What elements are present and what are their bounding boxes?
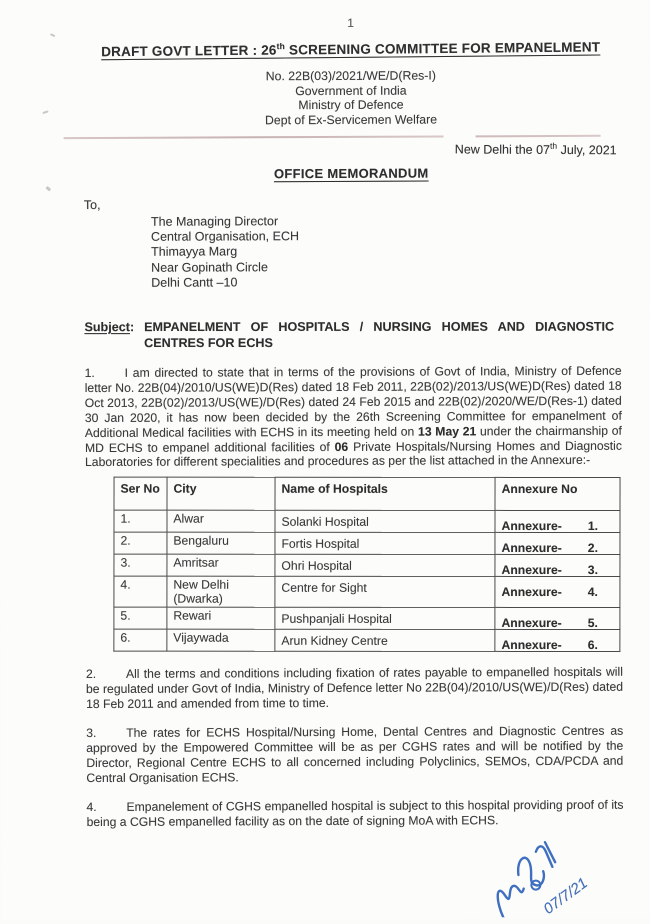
rule-segment — [476, 135, 601, 138]
subject-block — [84, 320, 619, 351]
address-line: The Managing Director — [150, 214, 279, 229]
cell-city: Amritsar — [167, 555, 275, 577]
annexure-label: Annexure- — [501, 585, 562, 600]
address-line: Central Organisation, ECH — [150, 229, 300, 244]
paragraph-text: Private Hospitals/Nursing Homes and Diagnostic Laboratories for different specialities and procedures as per the list attached in the Annexure:- — [84, 438, 622, 470]
annexure-label: Annexure- — [501, 541, 562, 556]
meeting-date-bold: 13 May 21 — [417, 423, 477, 439]
document-title-text-2: SCREENING COMMITTEE FOR EMPANELMENT — [284, 39, 601, 58]
annexure-num: 3. — [587, 563, 598, 578]
cell-hospital — [275, 533, 495, 555]
annexure-label: Annexure- — [501, 638, 562, 653]
cell-city: Alwar — [167, 511, 275, 533]
hospital-name: Ohri Hospital — [281, 559, 352, 574]
subject-text: EMPANELMENT OF HOSPITALS / NURSING HOMES AND DIAGNOSTIC CENTRES FOR ECHS — [144, 319, 615, 350]
page-number: 1 — [347, 15, 354, 30]
paragraph-text: All the terms and conditions including fixation of rates payable to empanelled hospitals will be regulated under Govt of India, Ministry of Defence letter No 22B(04)/2010/US(WE)/D(Res) dated 18 Feb 2011 and amended from time to time. — [85, 665, 624, 712]
cell-city: Rewari — [167, 608, 275, 630]
address-line: Delhi Cantt –10 — [151, 275, 238, 290]
facility-count-bold: 06 — [334, 439, 349, 454]
handwritten-signature — [464, 817, 639, 918]
cell-city: Bengaluru — [167, 533, 275, 555]
signature-ink — [464, 817, 639, 918]
cell-annexure — [495, 577, 620, 608]
cell-ser: 1. — [114, 510, 167, 532]
table-row — [114, 510, 620, 532]
paragraph-1 — [85, 364, 622, 471]
paragraph-number: 2. — [85, 667, 97, 682]
paragraph-text: Empanelement of CGHS empanelled hospital is subject to this hospital providing proof of its being a CGHS empanelled facility as on the date of signing MoA with ECHS. — [86, 797, 624, 829]
cell-ser: 4. — [114, 576, 167, 607]
hospital-table — [113, 477, 620, 652]
cell-ser: 6. — [114, 629, 167, 651]
hospital-name: Fortis Hospital — [281, 537, 360, 552]
table-row — [114, 629, 620, 651]
letterhead — [83, 68, 618, 128]
header-ser-no: Ser No — [114, 477, 167, 510]
paragraph-text: under the chairmanship of MD ECHS to empanel additional facilities of — [84, 423, 622, 455]
cell-hospital — [275, 608, 495, 630]
document-title — [83, 39, 618, 59]
rule-segment — [64, 135, 444, 139]
cell-hospital — [275, 630, 495, 652]
dateline-text-2: July, 2021 — [557, 142, 617, 158]
header-annexure: Annexure No — [495, 478, 620, 511]
paragraph-text: The rates for ECHS Hospital/Nursing Home, Dental Centres and Diagnostic Centres as approved by the Empowered Committee will be as per CGHS rates and will be notified by the Director, Regional Centre ECHS to all concerned including Polyclinics, SEMOs, CDA/PCDA and Central Organisation ECHS. — [86, 723, 624, 785]
paragraph-text: I am directed to state that in terms of the provisions of Govt of India, Ministry of Defence letter No. 22B(04)/2010/US(WE)D(Res) dated 18 Feb 2011, 22B(02)/2013/US(WE)D(Res) dated 18 Oct 2013, 22B(02)/2013/US(WE)/D(Res) dated 24 Feb 2015 and 22B(02)/2020/WE/D(Res-1) dated 30 Jan 2020, it has now been decided by the 26th Screening Committee for empanelment of Additional Medical facilities with ECHS in its meeting held on — [84, 363, 622, 440]
hospital-name: Centre for Sight — [281, 581, 367, 596]
hospital-name: Pushpanjali Hospital — [281, 612, 392, 627]
table-row — [114, 607, 620, 629]
cell-city: New Delhi (Dwarka) — [167, 577, 275, 608]
dateline-text: New Delhi the 07 — [454, 142, 551, 157]
dateline — [84, 140, 617, 157]
cell-hospital — [275, 577, 495, 608]
annexure-num: 6. — [587, 638, 598, 653]
title-superscript: th — [276, 41, 286, 52]
cell-ser: 2. — [114, 532, 167, 554]
cell-ser: 5. — [114, 607, 167, 629]
header-hospital: Name of Hospitals — [275, 478, 495, 511]
memo-heading: OFFICE MEMORANDUM — [273, 165, 429, 182]
annexure-label: Annexure- — [501, 519, 562, 534]
hospital-name: Arun Kidney Centre — [281, 634, 388, 649]
horizontal-rule — [64, 135, 624, 139]
annexure-num: 4. — [587, 585, 598, 600]
to-label: To, — [83, 197, 101, 213]
reference-number: No. 22B(03)/2021/WE/D(Res-I) — [265, 68, 436, 84]
annexure-num: 5. — [587, 616, 598, 631]
cell-annexure — [495, 511, 620, 533]
cell-annexure — [495, 608, 620, 630]
subject-colon: : — [129, 320, 135, 335]
annexure-label: Annexure- — [501, 616, 562, 631]
department-line: Dept of Ex-Servicemen Welfare — [264, 112, 438, 127]
annexure-num: 2. — [587, 541, 598, 556]
signature-date: 07/7/21 — [540, 874, 591, 918]
header-city: City — [167, 478, 275, 511]
paragraph-number: 4. — [86, 799, 97, 814]
address-line: Near Gopinath Circle — [151, 259, 268, 275]
document-title-text: DRAFT GOVT LETTER : 26 — [101, 42, 277, 60]
cell-annexure — [495, 533, 620, 555]
dateline-superscript: th — [550, 140, 558, 151]
paragraph-number: 3. — [86, 726, 97, 741]
cell-annexure — [495, 630, 620, 652]
table-row — [114, 532, 620, 554]
org-line: Government of India — [295, 83, 407, 98]
address-line: Thimayya Marg — [151, 244, 238, 260]
table-row — [114, 576, 620, 607]
annexure-label: Annexure- — [501, 563, 562, 578]
cell-hospital — [275, 555, 495, 577]
cell-hospital — [275, 511, 495, 533]
ministry-line: Ministry of Defence — [298, 97, 404, 113]
hospital-table-wrap — [113, 477, 620, 652]
paragraph-3 — [86, 724, 623, 786]
hospital-name: Solanki Hospital — [281, 515, 369, 530]
table-row — [114, 554, 620, 576]
paragraph-2 — [86, 665, 623, 712]
cell-annexure — [495, 555, 620, 577]
paragraph-number: 1. — [84, 366, 95, 381]
subject-label: Subject — [84, 320, 130, 335]
table-header-row — [114, 477, 620, 510]
recipient-address — [151, 213, 619, 291]
cell-ser: 3. — [114, 554, 167, 576]
annexure-num: 1. — [587, 519, 599, 534]
cell-city: Vijaywada — [167, 630, 275, 652]
